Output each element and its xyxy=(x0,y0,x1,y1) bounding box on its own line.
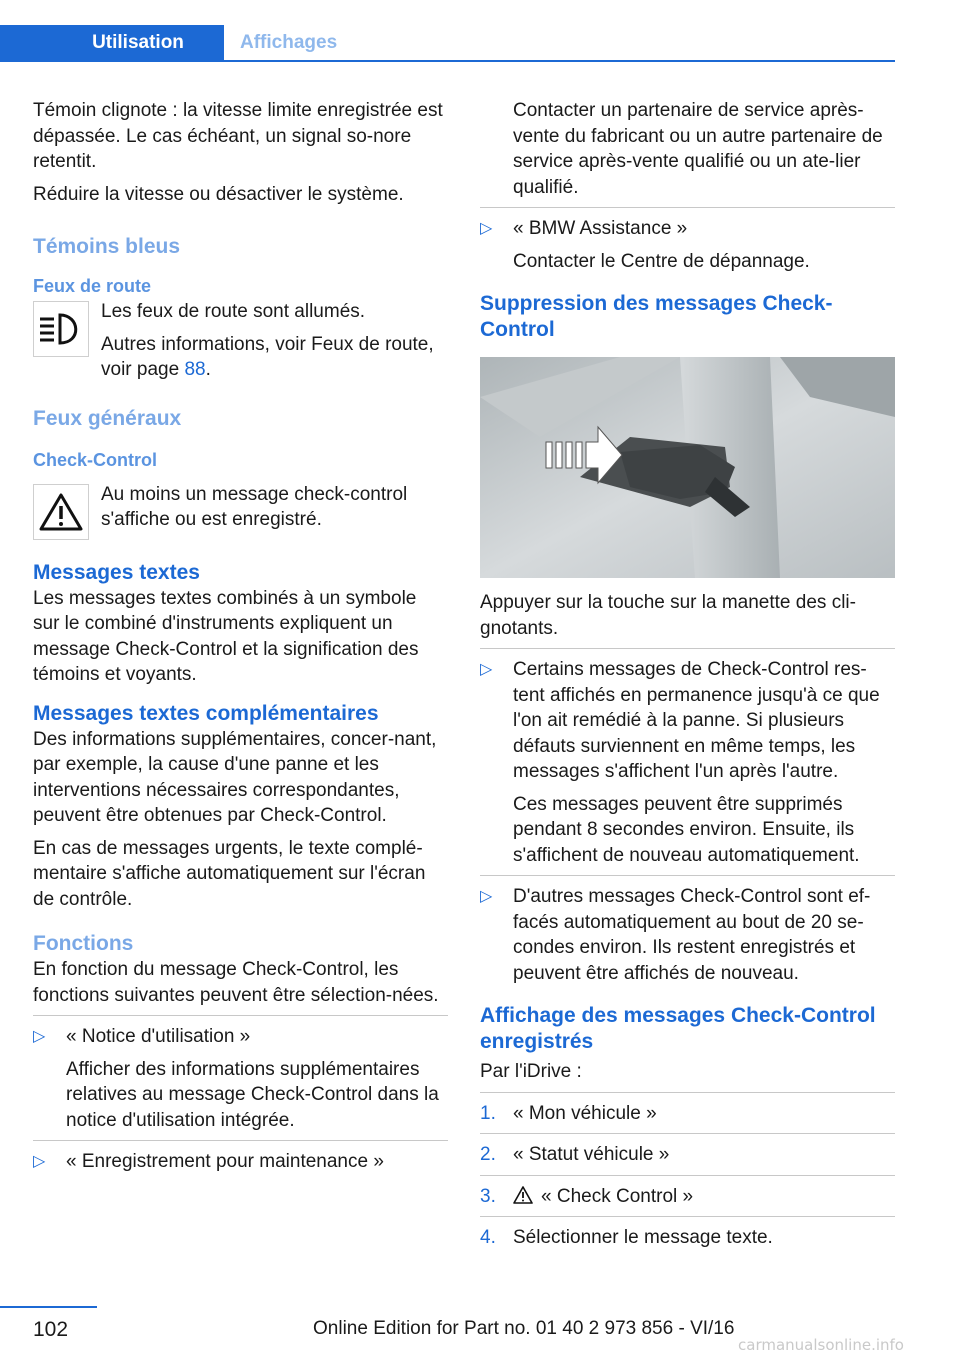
divider xyxy=(480,1133,895,1134)
step-number: 4. xyxy=(480,1227,496,1248)
check-control-block xyxy=(33,482,448,540)
step-number: 1. xyxy=(480,1102,496,1124)
warning-triangle-icon xyxy=(513,1186,533,1204)
feux-route-text: Les feux de route sont allumés. xyxy=(101,301,366,322)
heading-feux-generaux: Feux généraux xyxy=(33,406,182,430)
bullet-triangle-icon: ▷ xyxy=(33,1153,46,1170)
heading-messages-complementaires: Messages textes complémentaires xyxy=(33,701,379,725)
continuation-text: Contacter un partenaire de service après-vente du fabricant ou un autre partenaire de service après-vente qualifié ou un ate-lier qualifié. xyxy=(513,100,883,198)
header-tabs xyxy=(0,25,895,62)
divider xyxy=(33,1015,448,1016)
tab-utilisation[interactable]: Utilisation xyxy=(0,25,224,60)
heading-affichage: Affichage des messages Check-Control enregistrés xyxy=(480,1004,876,1053)
heading-fonctions: Fonctions xyxy=(33,932,134,955)
bullet-text-2: Ces messages peuvent être supprimés pendant 8 secondes environ. Ensuite, ils s'affichent de nouveau automatiquement. xyxy=(513,793,860,866)
list-item xyxy=(480,884,895,986)
bullet-title: « Enregistrement pour maintenance » xyxy=(66,1151,384,1172)
divider xyxy=(480,875,895,876)
affichage-text: Par l'iDrive : xyxy=(480,1061,582,1082)
bullet-title: « BMW Assistance » xyxy=(513,218,688,239)
heading-feux-route: Feux de route xyxy=(33,276,152,296)
messages-compl-text-2: En cas de messages urgents, le texte complé-mentaire s'affiche automatiquement sur l'écran de contrôle. xyxy=(33,837,426,910)
list-item xyxy=(480,216,895,274)
step-number: 2. xyxy=(480,1144,496,1165)
intro-paragraph: Témoin clignote : la vitesse limite enregistrée est dépassée. Le cas échéant, un signal so-nore retentit. xyxy=(33,100,443,172)
heading-temoins-bleus: Témoins bleus xyxy=(33,235,181,258)
tab-affichages[interactable]: Affichages xyxy=(240,31,338,53)
step-text-with-icon xyxy=(513,1184,895,1210)
step-item xyxy=(480,1101,895,1127)
step-text: « Mon véhicule » xyxy=(513,1102,657,1124)
divider xyxy=(480,207,895,208)
bullet-triangle-icon: ▷ xyxy=(480,888,493,905)
divider xyxy=(480,648,895,649)
feux-route-ref xyxy=(101,332,448,383)
step-text: « Statut véhicule » xyxy=(513,1144,670,1165)
bullet-triangle-icon: ▷ xyxy=(480,220,493,237)
divider xyxy=(33,1140,448,1141)
messages-compl-text-1: Des informations supplémentaires, concer-nant, par exemple, la cause d'une panne et les interventions nécessaires correspondantes, peuvent être obtenues par Check-Control. xyxy=(33,728,437,826)
turn-signal-lever-photo xyxy=(480,357,895,578)
intro-paragraph-2: Réduire la vitesse ou désactiver le système. xyxy=(33,183,404,205)
bullet-description: Afficher des informations supplémentaires relatives au message Check-Control dans la notice d'utilisation intégrée. xyxy=(66,1058,439,1131)
bullet-description: Contacter le Centre de dépannage. xyxy=(513,250,810,272)
list-item xyxy=(33,1024,448,1133)
right-column xyxy=(480,98,895,1258)
feux-route-ref-end: . xyxy=(205,359,211,380)
edition-text: Online Edition for Part no. 01 40 2 973 856 - VI/16 xyxy=(313,1318,735,1339)
page-88-link[interactable]: 88 xyxy=(184,359,206,380)
step-item xyxy=(480,1142,895,1168)
high-beam-icon xyxy=(33,301,89,357)
divider xyxy=(480,1216,895,1217)
heading-messages-textes: Messages textes xyxy=(33,560,200,584)
step-text: « Check Control » xyxy=(541,1185,694,1207)
divider xyxy=(480,1175,895,1176)
bullet-triangle-icon: ▷ xyxy=(33,1028,46,1045)
fonctions-text: En fonction du message Check-Control, les fonctions suivantes peuvent être sélection-nées. xyxy=(33,959,439,1006)
bullet-text: Certains messages de Check-Control res-tent affichés en permanence jusqu'à ce que l'on ait remédié à la panne. Si plusieurs défauts surviennent en même temps, les messages s'affichent l'un après l'autre. xyxy=(513,659,880,782)
messages-textes-text: Les messages textes combinés à un symbole sur le combiné d'instruments expliquent un message Check-Control et la signification des témoins et voyants. xyxy=(33,587,419,685)
bullet-text: D'autres messages Check-Control sont ef-facés automatiquement au bout de 20 se-condes environ. Ils restent enregistrés et peuvent être affichés de nouveau. xyxy=(513,886,871,984)
warning-triangle-icon xyxy=(33,484,89,540)
feux-route-ref-text: Autres informations, voir Feux de route, voir page xyxy=(101,333,434,380)
step-item xyxy=(480,1225,895,1251)
bullet-triangle-icon: ▷ xyxy=(480,661,493,678)
left-column xyxy=(33,98,448,1182)
list-item xyxy=(480,657,895,868)
watermark: carmanualsonline.info xyxy=(738,1336,904,1354)
list-item xyxy=(33,1149,448,1175)
page-number: 102 xyxy=(33,1318,69,1341)
heading-suppression: Suppression des messages Check-Control xyxy=(480,292,833,341)
heading-check-control: Check-Control xyxy=(33,449,158,470)
step-text: Sélectionner le message texte. xyxy=(513,1227,773,1248)
divider xyxy=(480,1092,895,1093)
suppression-text: Appuyer sur la touche sur la manette des cli-gnotants. xyxy=(480,592,856,639)
header-rule xyxy=(0,60,895,62)
feux-route-block xyxy=(33,299,448,390)
footer-rule xyxy=(0,1306,97,1308)
bullet-title: « Notice d'utilisation » xyxy=(66,1026,251,1047)
check-control-text: Au moins un message check-control s'affiche ou est enregistré. xyxy=(101,483,408,530)
step-number: 3. xyxy=(480,1185,496,1207)
step-item xyxy=(480,1184,895,1210)
